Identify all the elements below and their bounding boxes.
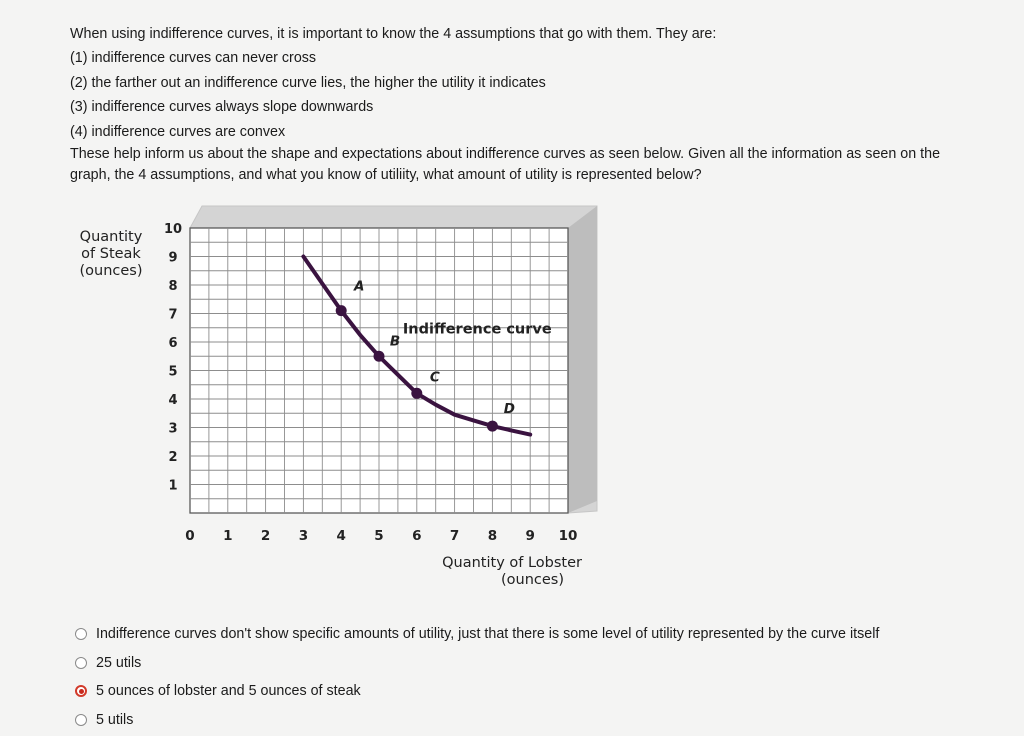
answer-option[interactable] — [75, 706, 879, 735]
y-tick-label: 4 — [168, 393, 178, 408]
x-axis-title-line: Quantity of Lobster — [442, 555, 582, 571]
y-tick-label: 3 — [168, 421, 178, 437]
radio-button[interactable] — [75, 685, 87, 697]
point-c-marker — [411, 388, 422, 399]
radio-button[interactable] — [75, 628, 87, 640]
y-tick-label: 7 — [168, 307, 178, 323]
y-tick-label: 10 — [163, 222, 183, 237]
answer-option-label: 25 utils — [96, 654, 142, 671]
point-d-marker — [487, 421, 498, 432]
x-tick-label: 10 — [558, 528, 578, 544]
point-a-marker — [336, 305, 347, 316]
assumption-4: (4) indifference curves are convex — [70, 123, 286, 140]
x-tick-label: 9 — [525, 528, 535, 544]
chart-box-side — [568, 206, 597, 513]
x-tick-label: 0 — [185, 528, 195, 544]
x-tick-label: 7 — [449, 528, 460, 544]
assumption-1: (1) indifference curves can never cross — [70, 50, 317, 67]
x-tick-label: 3 — [298, 528, 309, 544]
y-tick-label: 9 — [168, 250, 178, 266]
x-tick-label: 5 — [374, 528, 384, 544]
assumption-2: (2) the farther out an indifference curve lies, the higher the utility it indicates — [70, 74, 546, 91]
point-label: A — [353, 278, 365, 295]
x-tick-label: 8 — [487, 528, 498, 544]
answer-option-label: 5 utils — [96, 711, 134, 728]
assumption-3: (3) indifference curves always slope downwards — [70, 99, 374, 116]
answer-options — [75, 620, 879, 734]
answer-option-label: 5 ounces of lobster and 5 ounces of steak — [96, 683, 361, 700]
y-tick-label: 2 — [168, 450, 178, 465]
answer-option-label: Indifference curves don't show specific amounts of utility, just that there is some level of utility represented by the curve itself — [96, 626, 880, 643]
y-tick-label: 6 — [168, 336, 178, 351]
y-axis-title-line: (ounces) — [79, 263, 143, 279]
y-axis-title-line: of Steak — [81, 246, 141, 262]
radio-button[interactable] — [75, 714, 87, 726]
point-b-marker — [374, 351, 385, 362]
x-tick-label: 4 — [336, 528, 346, 544]
y-tick-label: 8 — [168, 279, 178, 294]
x-axis-title — [382, 555, 582, 589]
x-axis-title-line: (ounces) — [500, 572, 564, 588]
x-tick-label: 1 — [223, 528, 233, 544]
radio-button[interactable] — [75, 657, 87, 669]
answer-option[interactable] — [75, 649, 879, 678]
answer-option[interactable] — [75, 677, 879, 706]
x-tick-label: 2 — [260, 528, 271, 544]
y-tick-label: 5 — [168, 364, 178, 380]
question-intro: When using indifference curves, it is important to know the 4 assumptions that go with them. They are: — [70, 26, 717, 42]
point-label: C — [429, 369, 440, 386]
answer-option[interactable] — [75, 620, 879, 649]
curve-label: Indifference curve — [402, 321, 552, 338]
x-tick-label: 6 — [412, 528, 422, 544]
question-prompt: These help inform us about the shape and expectations about indifference curves as seen below. Given all the information as seen on the graph, the 4 assumptions, and what you know of utiliity, what amount of utility is represented below? — [70, 146, 941, 184]
point-label: B — [389, 333, 401, 350]
y-tick-label: 1 — [168, 478, 178, 494]
point-label: D — [503, 401, 516, 418]
y-axis-title-line: Quantity — [79, 229, 143, 245]
grid-lines — [190, 228, 568, 513]
